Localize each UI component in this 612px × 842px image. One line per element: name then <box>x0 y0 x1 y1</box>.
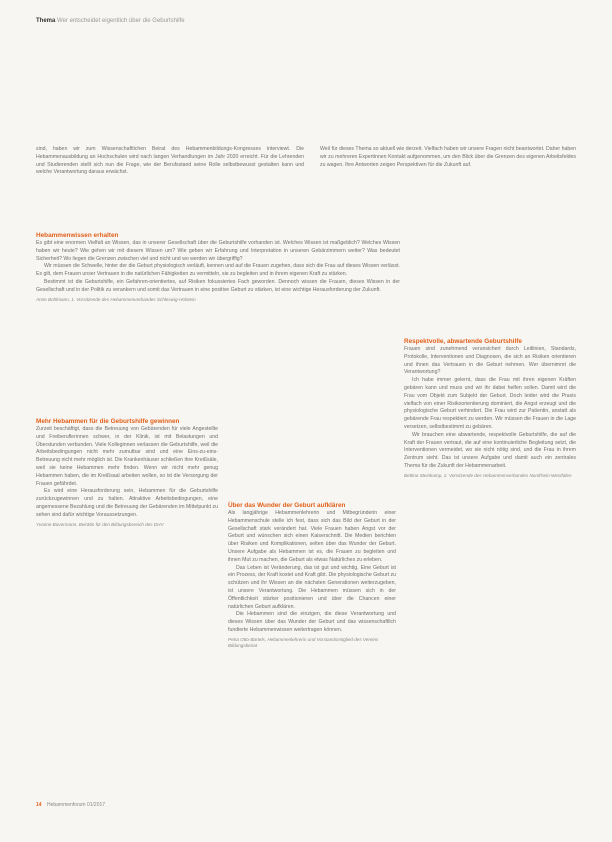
running-header <box>36 18 185 24</box>
box-respektvolle-geburtshilfe <box>404 338 576 479</box>
box-paragraph: Bestimmt ist die Geburtshilfe, ein Gefahren-orientiertes, auf Risiken fokussiertes Fach geworden. Dennoch wissen die Frauen, dieses Wissen in der Gesellschaft und in der Politik zu verankern und somit das Vertrauen in eine positive Geburt zu stärken, ist eine wichtige Herausforderung der Zukunft. <box>36 278 400 293</box>
box-paragraph: Es wird eine Herausforderung sein, Hebammen für die Geburtshilfe zurückzugewinnen und zu halten. Attraktive Arbeitsbedingungen, eine angemessene Bezahlung und die Betreuung der Gebärenden im Mittelpunkt zu sehen sind dafür wichtige Voraussetzungen. <box>36 488 218 518</box>
box-paragraph: Wir brauchen eine abwartende, respektvolle Geburtshilfe, die auf die Kraft der Frauen vertraut, die auf eine kontinuierliche Begleitung setzt, die Interventionen vermeidet, wo sie nicht nötig sind, und die Frau in ihrem Zentrum sieht. Das ist unsere Aufgabe und damit auch ein zentrales Thema für die Zukunft der Hebammenarbeit. <box>404 431 576 469</box>
box-hebammenwissen <box>36 232 400 303</box>
box-caption: Yvonne Bovermann, Beirätin für den Bildungsbereich des DHV <box>36 521 164 527</box>
intro-left-text: sind, haben wir zum Wissenschaftlichen Beirat des Hebammenbildungs-Kongresses interviewt. Die Hebammenausbildung an Hochschulen wird nach langen Verhandlungen im Jahr 2020 erreicht. Für die Lehrenden und Studierenden stellt sich nun die Frage, wie der Berufsstand seine Rolle selbstbewusst gestalten kann und welche Verantwortung daraus erwächst. <box>36 146 304 176</box>
box-paragraph: Das Leben ist Veränderung, das ist gut und wichtig. Eine Geburt ist ein Prozess, der Kraft kostet und Kraft gibt. Die physiologische Geburt zu schützen und ihr Wissen an die nächsten Generationen weiterzugeben, ist unsere Verantwortung. Die Hebammen müssen sich in der Öffentlichkeit stärker positionieren und über die Chancen einer natürlichen Geburt aufklären. <box>228 564 396 610</box>
page-number: 14 <box>36 802 42 808</box>
box-heading: Mehr Hebammen für die Geburtshilfe gewinnen <box>36 418 180 425</box>
header-title: Wer entscheidet eigentlich über die Geburtshilfe <box>57 18 185 24</box>
box-caption: Bettina Steinkamp, 2. Vorsitzende des Hebammenverbandes Nordrhein-Westfalen <box>404 472 572 478</box>
box-caption: Anne Bohlmann, 1. Vorsitzende des Hebammenverbandes Schleswig-Holstein <box>36 296 196 302</box>
box-paragraph: Zurzeit beschäftigt, dass die Betreuung von Gebärenden für viele Angestellte und Freiberuflerinnen schwer, in der Klinik, ist mit Belastungen und Überstunden verbunden. Viele Kolleginnen verlassen die Geburtshilfe, weil die Arbeitsbedingungen nicht mehr zumutbar sind und eine Eins-zu-eins-Betreuung nicht mehr möglich ist. Die Krankenhäuser schließen ihre Kreißsäle, weil sie keine Hebammen mehr finden. Wenn wir nicht mehr genug Hebammen haben, die im Kreißsaal arbeiten wollen, so ist die Versorgung der Frauen gefährdet. <box>36 426 218 487</box>
box-paragraph: Die Hebammen sind die einzigen, die diese Verantwortung und dieses Wissen über das Wunder der Geburt und das wissenschaftlich fundierte Hebammenwissen weitertragen können. <box>228 611 396 633</box>
publication-name: Hebammenforum 01/2017 <box>46 802 106 808</box>
box-paragraph: Frauen sind zunehmend verunsichert durch Leitlinien, Standards, Protokolle, Interventionen und Diagnosen, die sich an Risiken orientieren und ihnen das Vertrauen in die Geburt nehmen. Wer übernimmt die Verantwortung? <box>404 346 576 376</box>
intro-column-right <box>320 146 576 169</box>
box-paragraph: Als langjährige Hebammenlehrerin und Mitbegründerin einer Hebammenschule stelle ich fest, dass sich das Bild der Geburt in der Gesellschaft stark verändert hat. Viele Frauen haben Angst vor der Geburt und wünschen sich einen Kaiserschnitt. Die Medien berichten über Risiken und Komplikationen, selten über das Wunder der Geburt. Unsere Aufgabe als Hebammen ist es, die Frauen zu begleiten und ihnen Mut zu machen, die Geburt als etwas Natürliches zu erleben. <box>228 510 396 563</box>
section-label: Thema <box>36 18 56 24</box>
box-paragraph: Wir müssen die Schwelle, hinter der die Geburt physiologisch verläuft, kennen und auf die Frauen zugehen, dass sich die Frau auf dieses Wissen verlässt. Es gilt, dem Frauen unser Vertrauen in die natürlichen Fähigkeiten zu vermitteln, sie zu begleiten und in ihrem eigenen Kraft zu stärken. <box>36 263 400 278</box>
page-footer <box>36 802 105 808</box>
intro-right-text: Weil für dieses Thema so aktuell wie derzeit. Vielfach haben wir unsere Fragen nicht beantwortet. Daher haben wir zu mehreren Expertinnen Kontakt aufgenommen, um den Blick über die Grenzen des eigenen Arbeitsfeldes zu wagen. Ihre Antworten zeigen Perspektiven für die Zukunft auf. <box>320 146 576 168</box>
box-heading: Hebammenwissen erhalten <box>36 232 119 239</box>
box-paragraph: Ich habe immer gelernt, dass die Frau mit ihren eigenen Kräften gebären kann und muss und wir ihr dabei helfen sollen. Damit wird die Frau vom Objekt zum Subjekt der Geburt. Doch leider wird die Praxis vielfach von einer Risikoorientierung dominiert, die Angst erzeugt und die physiologische Geburt verhindert. Die Frau wird zur Patientin, anstatt als gebärende Frau respektiert zu werden. Wir müssen die Frauen in die Lage versetzen, selbstbestimmt zu gebären. <box>404 377 576 430</box>
box-caption: Petra Otto-Bartels, Hebammenlehrerin und Vorstandsmitglied des Vereins Bildungsbeirat <box>228 636 379 649</box>
box-heading: Respektvolle, abwartende Geburtshilfe <box>404 338 522 345</box>
box-mehr-hebammen <box>36 418 218 528</box>
intro-column-left <box>36 146 304 177</box>
box-wunder-der-geburt <box>228 502 396 650</box>
box-heading: Über das Wunder der Geburt aufklären <box>228 502 346 509</box>
box-paragraph: Es gibt eine enormen Vielfalt an Wissen, das in unserer Gesellschaft über die Geburtshilfe vorhanden ist. Welches Wissen ist maßgeblich? Welches Wissen haben wir heute? Wie gehen wir mit diesem Wissen um? Wie geben wir Erfahrung und Interpretation in unseren Gebärzimmern weiter? Was bedeutet Sicherheit? Wo liegen die Grenzen zwischen viel und nicht und wo werden wir übergriffig? <box>36 240 400 262</box>
